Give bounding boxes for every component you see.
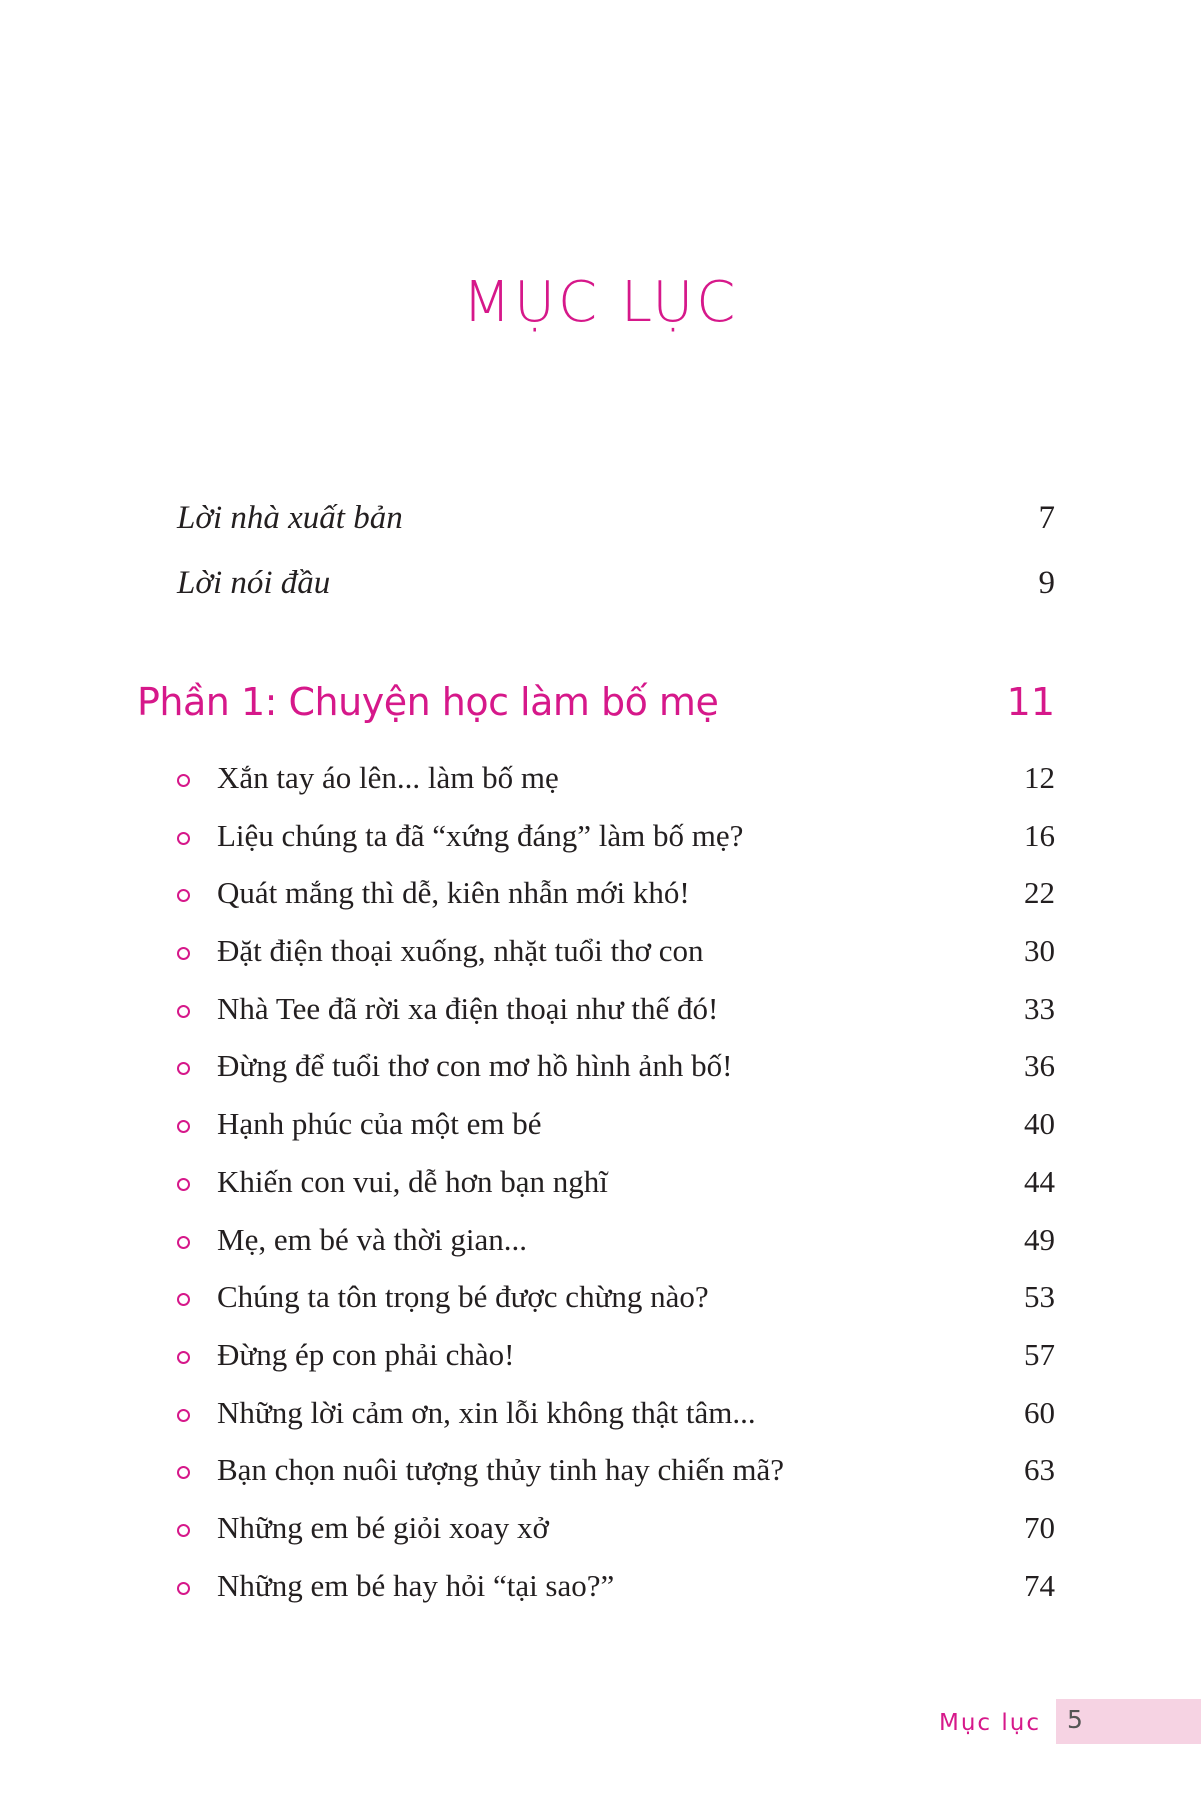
toc-front-matter-row [177, 565, 1055, 609]
bullet-circle-icon [177, 1351, 190, 1364]
bullet-circle-icon [177, 832, 190, 845]
toc-item [177, 1222, 1055, 1280]
toc-item-label: Đừng để tuổi thơ con mơ hồ hình ảnh bố! [217, 1048, 733, 1084]
toc-page-number: 9 [1038, 565, 1055, 601]
toc-entry-label: Lời nói đầu [177, 565, 331, 601]
bullet-circle-icon [177, 1236, 190, 1249]
toc-item [177, 1164, 1055, 1222]
toc-item-page: 49 [1024, 1221, 1055, 1257]
toc-item [177, 760, 1055, 818]
toc-item-page: 53 [1024, 1279, 1055, 1315]
toc-item [177, 875, 1055, 933]
toc-item-page: 74 [1024, 1567, 1055, 1603]
bullet-circle-icon [177, 889, 190, 902]
toc-item-page: 36 [1024, 1048, 1055, 1084]
toc-item-label: Chúng ta tôn trọng bé được chừng nào? [217, 1279, 709, 1315]
toc-item-label: Bạn chọn nuôi tượng thủy tinh hay chiến mã? [217, 1452, 784, 1488]
bullet-circle-icon [177, 1293, 190, 1306]
toc-item-label: Hạnh phúc của một em bé [217, 1106, 542, 1142]
bullet-circle-icon [177, 947, 190, 960]
bullet-circle-icon [177, 1005, 190, 1018]
running-footer-section: Mục lục [939, 1710, 1041, 1736]
toc-item [177, 1337, 1055, 1395]
toc-item-page: 44 [1024, 1163, 1055, 1199]
toc-item [177, 1048, 1055, 1106]
toc-item-page: 30 [1024, 933, 1055, 969]
toc-item [177, 818, 1055, 876]
part-heading-label: Phần 1: Chuyện học làm bố mẹ [137, 680, 719, 724]
toc-item [177, 1395, 1055, 1453]
bullet-circle-icon [177, 1062, 190, 1075]
toc-item [177, 991, 1055, 1049]
toc-item-label: Liệu chúng ta đã “xứng đáng” làm bố mẹ? [217, 817, 744, 853]
toc-item-page: 40 [1024, 1106, 1055, 1142]
toc-item [177, 1510, 1055, 1568]
toc-item-page: 57 [1024, 1336, 1055, 1372]
toc-item-page: 12 [1024, 760, 1055, 795]
toc-item-page: 33 [1024, 990, 1055, 1026]
toc-item-label: Xắn tay áo lên... làm bố mẹ [217, 760, 559, 795]
toc-item-label: Quát mắng thì dễ, kiên nhẫn mới khó! [217, 875, 690, 911]
page-number: 5 [1067, 1705, 1083, 1734]
toc-item-page: 22 [1024, 875, 1055, 911]
toc-item [177, 1452, 1055, 1510]
toc-item-label: Những em bé hay hỏi “tại sao?” [217, 1567, 615, 1603]
part-heading-page: 11 [1006, 680, 1055, 724]
toc-item-page: 63 [1024, 1452, 1055, 1488]
toc-item-label: Những lời cảm ơn, xin lỗi không thật tâm... [217, 1394, 756, 1430]
toc-list [177, 760, 1055, 1625]
bullet-circle-icon [177, 1582, 190, 1595]
toc-item-page: 70 [1024, 1509, 1055, 1545]
bullet-circle-icon [177, 1178, 190, 1191]
toc-item-label: Những em bé giỏi xoay xở [217, 1509, 549, 1545]
toc-entry-label: Lời nhà xuất bản [177, 500, 403, 536]
toc-item [177, 1106, 1055, 1164]
toc-item-page: 16 [1024, 817, 1055, 853]
page-title: MỤC LỤC [462, 270, 739, 335]
toc-item [177, 1279, 1055, 1337]
bullet-circle-icon [177, 1524, 190, 1537]
toc-item-page: 60 [1024, 1394, 1055, 1430]
toc-item-label: Nhà Tee đã rời xa điện thoại như thế đó! [217, 990, 719, 1026]
bullet-circle-icon [177, 1409, 190, 1422]
toc-front-matter-row [177, 500, 1055, 544]
bullet-circle-icon [177, 774, 190, 787]
toc-item-label: Mẹ, em bé và thời gian... [217, 1221, 527, 1257]
toc-item-label: Khiến con vui, dễ hơn bạn nghĩ [217, 1163, 608, 1199]
bullet-circle-icon [177, 1120, 190, 1133]
toc-page-number: 7 [1038, 500, 1055, 536]
page-number-tab [1056, 1699, 1201, 1744]
part-heading [137, 680, 1055, 730]
toc-item [177, 933, 1055, 991]
toc-item-label: Đặt điện thoại xuống, nhặt tuổi thơ con [217, 933, 704, 969]
bullet-circle-icon [177, 1466, 190, 1479]
toc-item-label: Đừng ép con phải chào! [217, 1336, 515, 1372]
toc-item [177, 1568, 1055, 1626]
